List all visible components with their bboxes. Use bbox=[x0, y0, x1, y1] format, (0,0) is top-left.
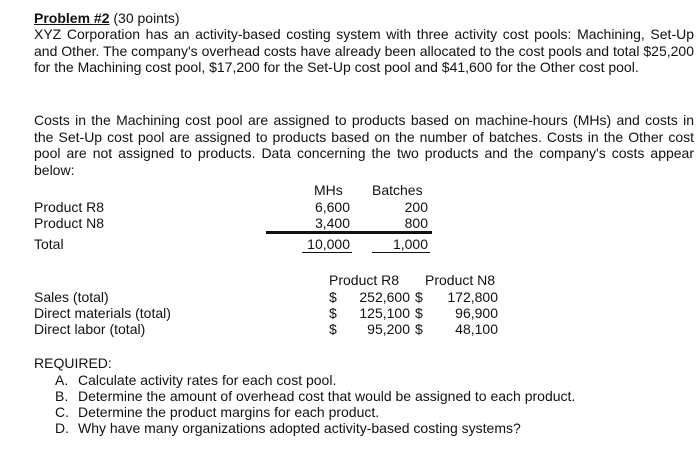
data-paragraph: Costs in the Machining cost pool are assigned to products based on machine-hours (MHs) and costs in the Set-Up cost pool are assigned to products based on the number of batches. Costs in the Other cost pool are not assigned to products. Data concerning the two products and the company's costs appear below: bbox=[34, 112, 694, 178]
row-label: Direct materials (total) bbox=[34, 305, 171, 321]
cell-n8: 172,800 bbox=[447, 289, 498, 305]
cell-mhs: 3,400 bbox=[314, 215, 350, 231]
item-text: Determine the product margins for each product. bbox=[78, 404, 380, 420]
cell-batches: 800 bbox=[404, 215, 428, 231]
total-batches: 1,000 bbox=[392, 236, 428, 252]
cell-r8: 252,600 bbox=[359, 289, 410, 305]
header-mhs: MHs bbox=[314, 182, 343, 198]
row-label: Direct labor (total) bbox=[34, 321, 146, 337]
required-heading: REQUIRED: bbox=[34, 355, 112, 371]
total-label: Total bbox=[34, 236, 64, 252]
problem-title bbox=[34, 10, 180, 26]
item-letter: D. bbox=[55, 420, 69, 436]
item-letter: A. bbox=[55, 372, 69, 388]
dollar-sign: $ bbox=[329, 289, 337, 305]
cell-r8: 125,100 bbox=[359, 305, 410, 321]
dollar-sign: $ bbox=[415, 289, 423, 305]
cell-batches: 200 bbox=[404, 199, 428, 215]
dollar-sign: $ bbox=[329, 305, 337, 321]
cell-n8: 48,100 bbox=[455, 321, 498, 337]
cell-r8: 95,200 bbox=[367, 321, 410, 337]
problem-label: Problem #2 bbox=[34, 10, 110, 26]
cell-mhs: 6,600 bbox=[314, 199, 350, 215]
total-underline-mhs bbox=[302, 252, 352, 253]
row-label: Product R8 bbox=[34, 199, 105, 215]
intro-paragraph: XYZ Corporation has an activity-based costing system with three activity cost pools: Machining, Set-Up and Other. The company's overhead costs have already been allocated to the cost pools and total $25,200 for the Machining cost pool, $17,200 for the Set-Up cost pool and $41,600 for the Other cost pool. bbox=[34, 26, 694, 76]
cell-n8: 96,900 bbox=[455, 305, 498, 321]
total-underline-batches bbox=[372, 252, 430, 253]
item-letter: B. bbox=[55, 388, 69, 404]
item-text: Calculate activity rates for each cost pool. bbox=[78, 372, 337, 388]
problem-points: (30 points) bbox=[113, 10, 180, 26]
header-batches: Batches bbox=[372, 182, 423, 198]
row-label: Product N8 bbox=[34, 215, 105, 231]
dollar-sign: $ bbox=[329, 321, 337, 337]
item-letter: C. bbox=[55, 404, 69, 420]
total-mhs: 10,000 bbox=[307, 236, 350, 252]
dollar-sign: $ bbox=[415, 321, 423, 337]
item-text: Determine the amount of overhead cost that would be assigned to each product. bbox=[78, 388, 576, 404]
total-rule bbox=[266, 231, 432, 234]
header-r8: Product R8 bbox=[329, 272, 400, 288]
dollar-sign: $ bbox=[415, 305, 423, 321]
item-text: Why have many organizations adopted activity-based costing systems? bbox=[78, 420, 521, 436]
header-n8: Product N8 bbox=[425, 272, 496, 288]
row-label: Sales (total) bbox=[34, 289, 109, 305]
